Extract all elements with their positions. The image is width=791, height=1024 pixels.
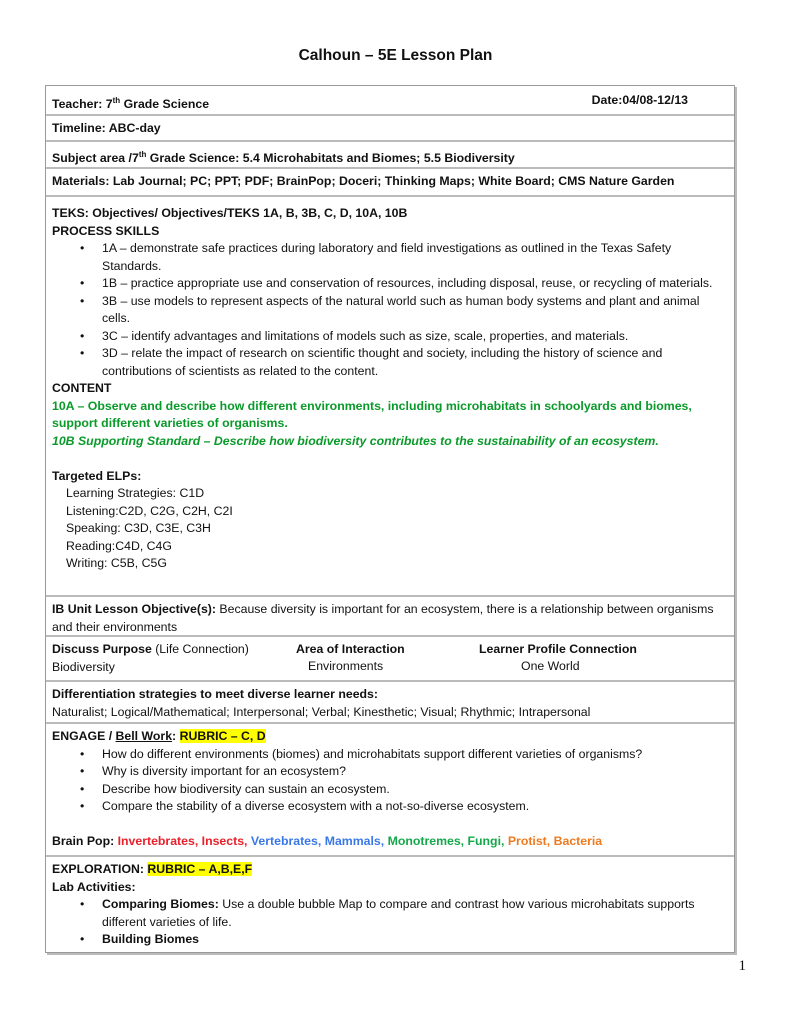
engage-list <box>52 746 728 816</box>
teacher-row <box>46 86 734 116</box>
list-item: Listening:C2D, C2G, C2H, C2I <box>66 503 233 518</box>
list-item: • 3D – relate the impact of research on scientific thought and society, including the history of science and contributions of scientists as related to the content. <box>102 345 728 380</box>
differentiation-row <box>46 682 734 724</box>
page-title: Calhoun – 5E Lesson Plan <box>298 47 493 64</box>
elps-list <box>52 485 728 573</box>
list-item: Learning Strategies: C1D <box>66 486 205 500</box>
timeline: Timeline: ABC-day <box>52 121 161 135</box>
engage-rubric: RUBRIC – C, D <box>179 729 266 743</box>
materials: Materials: Lab Journal; PC; PPT; PDF; BrainPop; Doceri; Thinking Maps; White Board; CMS Nature Garden <box>52 174 675 188</box>
engage-row <box>46 724 734 857</box>
list-item: • Describe how biodiversity can sustain an ecosystem. <box>102 781 728 799</box>
exploration-row <box>46 857 734 952</box>
content-10b: 10B Supporting Standard – Describe how biodiversity contributes to the sustainability of an ecosystem. <box>52 433 659 448</box>
learner-value: One World <box>521 659 580 673</box>
content-10a: 10A – Observe and describe how different environments, including microhabitats in schoolyards and biomes, support different varieties of organisms. <box>52 398 692 430</box>
activity-text: Use a double bubble Map to compare and contrast how various microhabitats supports different varieties of life. <box>102 897 695 929</box>
list-item: • Compare the stability of a diverse ecosystem with a not-so-diverse ecosystem. <box>102 798 728 816</box>
teacher-value: Grade Science <box>120 97 210 112</box>
teks-heading: TEKS: Objectives/ Objectives/TEKS 1A, B, 3B, C, D, 10A, 10B <box>52 206 408 220</box>
brainpop-red[interactable]: Invertebrates, Insects, <box>117 834 251 848</box>
list-item: Speaking: C3D, C3E, C3H <box>66 521 211 535</box>
content-heading: CONTENT <box>52 381 112 395</box>
list-item <box>102 896 728 931</box>
lab-activities-heading: Lab Activities: <box>52 879 136 894</box>
brainpop-orange[interactable]: Protist, Bacteria <box>507 834 603 848</box>
brainpop-blue[interactable]: Vertebrates, Mammals, <box>250 834 388 848</box>
activity-title: Comparing Biomes: <box>102 897 219 911</box>
ib-label: IB Unit Lesson Objective(s): <box>52 602 216 616</box>
list-item: • 1B – practice appropriate use and conservation of resources, including disposal, reuse, or recycling of materials. <box>102 275 728 293</box>
lesson-plan-table <box>45 85 735 953</box>
brainpop-green[interactable]: Monotremes, Fungi, <box>387 834 508 848</box>
page-number: 1 <box>738 958 746 974</box>
list-item: Reading:C4D, C4G <box>66 538 172 553</box>
exploration-rubric: RUBRIC – A,B,E,F <box>147 862 253 876</box>
list-item: • 3C – identify advantages and limitations of models such as size, scale, properties, and materials. <box>102 328 728 346</box>
subject-sup: th <box>138 150 147 159</box>
list-item: Writing: C5B, C5G <box>66 556 167 570</box>
materials-row <box>46 169 734 197</box>
teks-row <box>46 197 734 597</box>
timeline-row <box>46 116 734 142</box>
purpose-heading: Discuss Purpose <box>52 642 152 656</box>
subject-value: Grade Science: 5.4 Microhabitats and Biomes; 5.5 Biodiversity <box>146 151 515 166</box>
ib-text: Because diversity is important for an ecosystem, there is a relationship between organisms and their environments <box>52 602 714 634</box>
elps-heading: Targeted ELPs: <box>52 468 142 483</box>
area-value: Environments <box>308 659 384 673</box>
area-heading: Area of Interaction <box>296 642 405 656</box>
diff-heading: Differentiation strategies to meet diverse learner needs: <box>52 687 378 701</box>
list-item: • 3B – use models to represent aspects of the natural world such as human body systems and plant and animal cells. <box>102 293 728 328</box>
colon: : <box>172 729 180 743</box>
list-item: • 1A – demonstrate safe practices during laboratory and field investigations as outlined in the Texas Safety Standards. <box>102 240 728 275</box>
engage-label: ENGAGE / <box>52 729 116 743</box>
purpose-sub: (Life Connection) <box>151 642 249 656</box>
exploration-label: EXPLORATION: <box>52 862 148 876</box>
list-item: • Why is diversity important for an ecosystem? <box>102 763 728 781</box>
subject-row <box>46 142 734 169</box>
process-skills-heading: PROCESS SKILLS <box>52 223 160 238</box>
date: Date:04/08-12/13 <box>591 93 688 107</box>
teacher-label: Teacher: 7 <box>52 97 113 112</box>
list-item: • How do different environments (biomes) and microhabitats support different varieties of organisms? <box>102 746 728 764</box>
learner-heading: Learner Profile Connection <box>479 642 637 656</box>
brainpop-label: Brain Pop: <box>52 834 118 848</box>
teacher-sup: th <box>112 96 121 105</box>
process-skills-list <box>52 240 728 380</box>
bell-work: Bell Work <box>115 729 173 743</box>
purpose-value: Biodiversity <box>52 659 115 674</box>
purpose-row <box>46 637 734 682</box>
list-item <box>102 931 728 949</box>
activity-title: Building Biomes <box>102 932 200 946</box>
diff-text: Naturalist; Logical/Mathematical; Interpersonal; Verbal; Kinesthetic; Visual; Rhythmic; Intrapersonal <box>52 704 591 719</box>
ib-row <box>46 597 734 637</box>
subject-label: Subject area /7 <box>52 151 139 166</box>
